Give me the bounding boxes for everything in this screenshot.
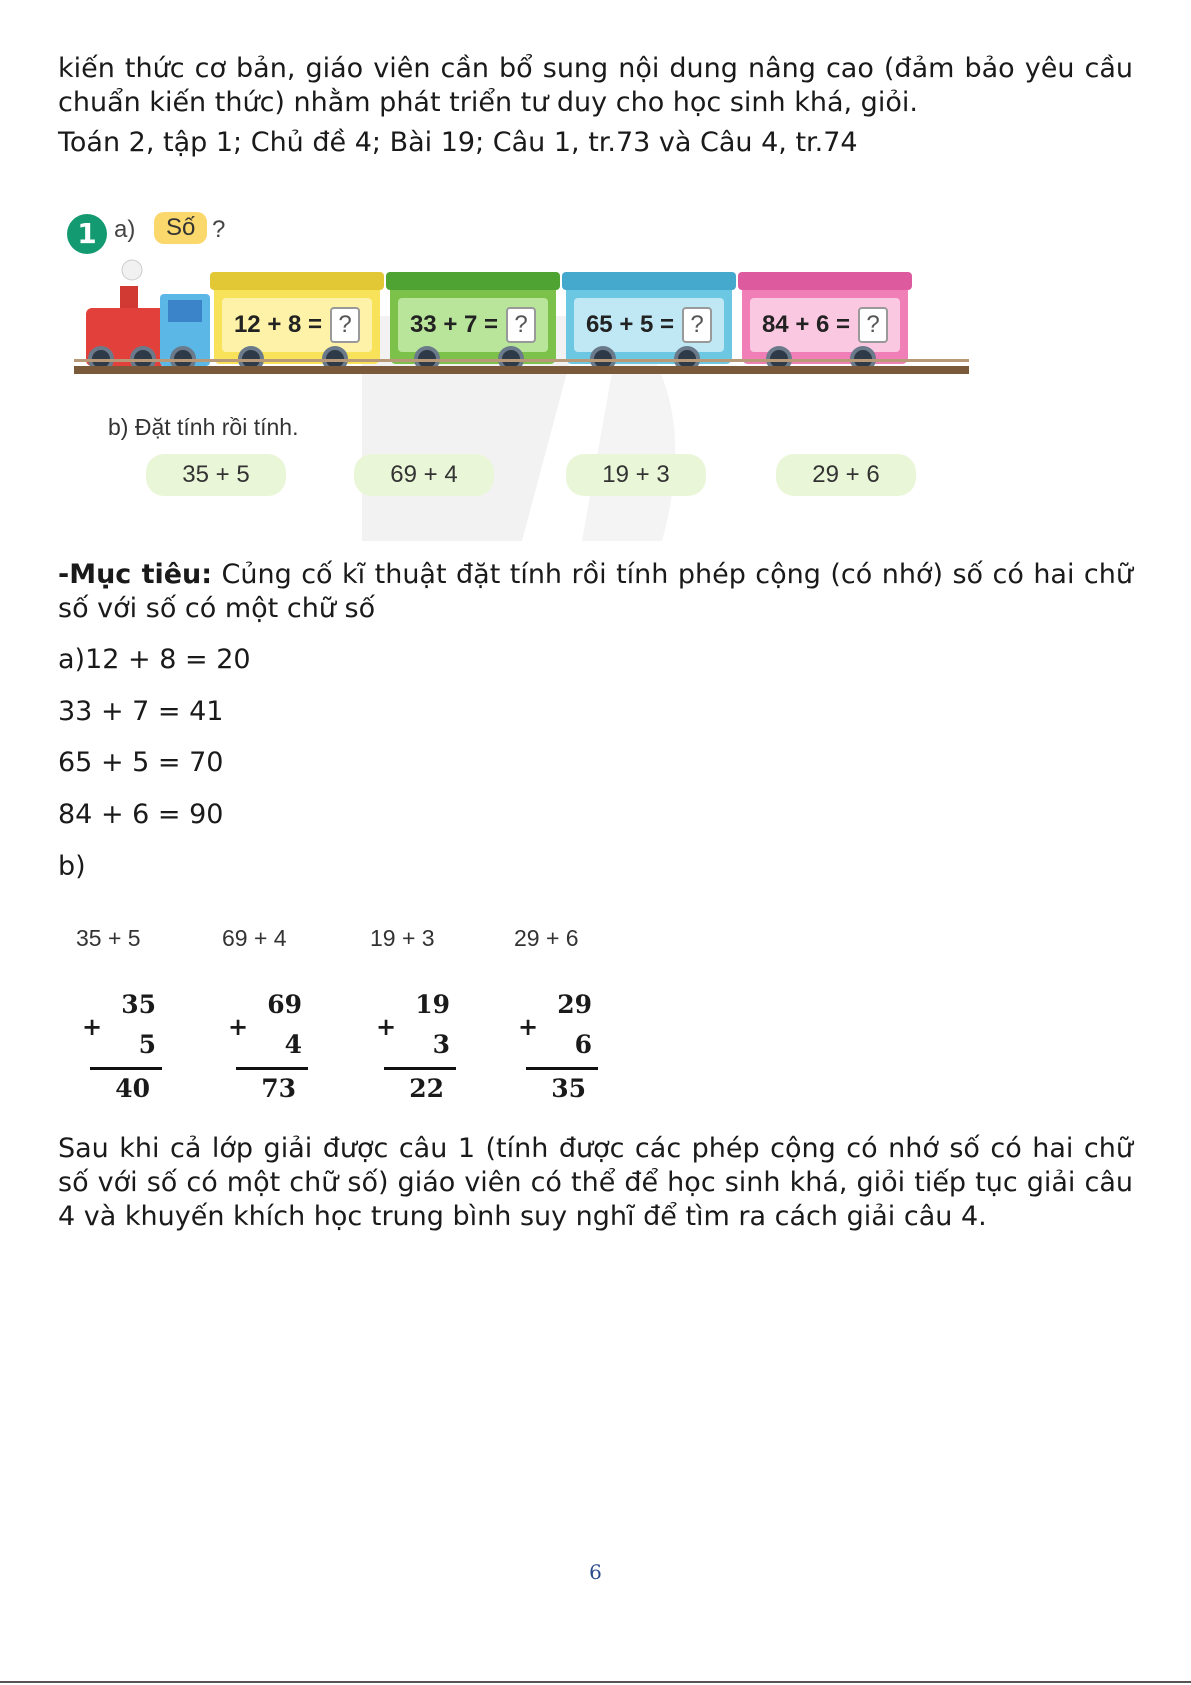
- sum-result: 22: [409, 1074, 444, 1103]
- wagon-expression: 12 + 8 = ?: [222, 298, 372, 352]
- objective-label: -Mục tiêu:: [58, 559, 213, 590]
- part-a-label: a): [114, 216, 136, 243]
- rail-top: [74, 359, 969, 362]
- expression-pill: 35 + 5: [146, 454, 286, 496]
- addend-top: 29: [557, 990, 592, 1019]
- addend-bottom: 5: [138, 1030, 156, 1059]
- wagon-2: [390, 276, 556, 364]
- column-calc-label: 19 + 3: [370, 925, 435, 951]
- wagon-4: [742, 276, 908, 364]
- wagon-expression: 65 + 5 = ?: [574, 298, 724, 352]
- closing-paragraph: Sau khi cả lớp giải được câu 1 (tính được các phép cộng có nhớ số có hai chữ số với số có một chữ số) giáo viên có thể để học sinh khá, giỏi tiếp tục giải câu 4 và khuyến khích học trung bình suy nghĩ để tìm ra cách giải câu 4.: [58, 1133, 1133, 1232]
- objective-text: Củng cố kĩ thuật đặt tính rồi tính phép cộng (có nhớ) số có hai chữ số với số có một chữ số: [58, 559, 1133, 624]
- addend-bottom: 6: [574, 1030, 592, 1059]
- intro-block: [58, 52, 1133, 160]
- expression-pill: 29 + 6: [776, 454, 916, 496]
- addend-top: 19: [415, 990, 450, 1019]
- sum-result: 73: [261, 1074, 296, 1103]
- column-addition: [82, 990, 162, 1110]
- wagon-3: [566, 276, 732, 364]
- reference-line: Toán 2, tập 1; Chủ đề 4; Bài 19; Câu 1, tr.73 và Câu 4, tr.74: [58, 127, 858, 158]
- answer-a-4: 84 + 6 = 90: [58, 799, 224, 830]
- answer-a-2: 33 + 7 = 41: [58, 696, 224, 727]
- plus-sign: +: [82, 1012, 103, 1041]
- addend-top: 35: [121, 990, 156, 1019]
- column-addition: [376, 990, 456, 1110]
- expression-pill: 69 + 4: [354, 454, 494, 496]
- sum-result: 40: [115, 1074, 150, 1103]
- sum-bar: [236, 1067, 308, 1070]
- intro-paragraph: kiến thức cơ bản, giáo viên cần bổ sung nội dung nâng cao (đảm bảo yêu cầu chuẩn kiến thức) nhằm phát triển tư duy cho học sinh khá, giỏi.: [58, 53, 1133, 118]
- expression-pill: 19 + 3: [566, 454, 706, 496]
- exercise-number-badge: 1: [67, 214, 107, 254]
- addend-bottom: 3: [432, 1030, 450, 1059]
- column-addition: [228, 990, 308, 1110]
- plus-sign: +: [518, 1012, 539, 1041]
- answer-a-3: 65 + 5 = 70: [58, 747, 224, 778]
- sum-result: 35: [551, 1074, 586, 1103]
- plus-sign: +: [376, 1012, 397, 1041]
- sum-bar: [90, 1067, 162, 1070]
- column-addition: [518, 990, 598, 1110]
- textbook-figure: [62, 196, 977, 541]
- addend-bottom: 4: [284, 1030, 302, 1059]
- wagon-1: [214, 276, 380, 364]
- sum-bar: [526, 1067, 598, 1070]
- column-calc-label: 29 + 6: [514, 925, 579, 951]
- part-b-label: b) Đặt tính rồi tính.: [108, 414, 299, 440]
- plus-sign: +: [228, 1012, 249, 1041]
- page-number: 6: [589, 1560, 602, 1584]
- answer-b-label: b): [58, 851, 86, 882]
- wagon-expression: 84 + 6 = ?: [750, 298, 900, 352]
- so-question-mark: ?: [212, 216, 226, 243]
- bottom-rule: [0, 1681, 1191, 1683]
- addend-top: 69: [267, 990, 302, 1019]
- sum-bar: [384, 1067, 456, 1070]
- rail: [74, 366, 969, 374]
- column-calc-label: 69 + 4: [222, 925, 287, 951]
- wagon-expression: 33 + 7 = ?: [398, 298, 548, 352]
- column-calc-label: 35 + 5: [76, 925, 141, 951]
- objective-paragraph: [58, 558, 1133, 626]
- so-label: Số: [154, 212, 207, 244]
- answer-a-1: a)12 + 8 = 20: [58, 644, 251, 675]
